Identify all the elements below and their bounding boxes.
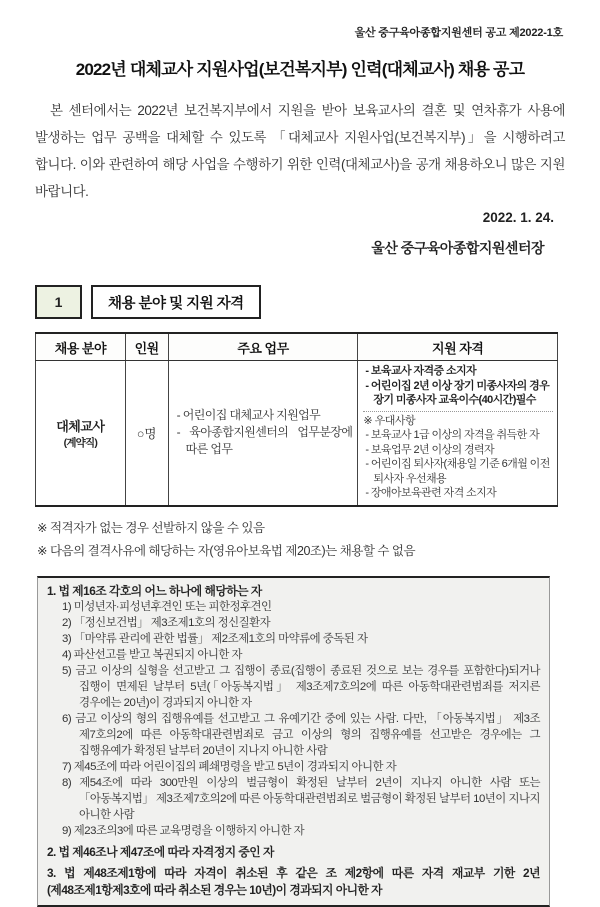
dotted-divider <box>363 411 553 412</box>
page-title: 2022년 대체교사 지원사업(보건복지부) 인력(대체교사) 채용 공고 <box>75 60 525 79</box>
preferred-item: - 보육업무 2년 이상의 경력자 <box>365 443 495 456</box>
duty-item: - 어린이집 대체교사 지원업무 <box>176 408 321 423</box>
preferred-item: - 보육교사 1급 이상의 자격을 취득한 자 <box>365 429 540 441</box>
disqualification-item-2: 2. 법 제46조나 제47조에 따라 자격정지 중인 자 <box>47 844 274 859</box>
cell-duties <box>168 361 358 506</box>
disqualification-sub-item: 7) 제45조에 따라 어린이집의 폐쇄명령을 받고 5년이 경과되지 아니한 자 <box>62 760 397 773</box>
note-line: ※ 적격자가 없는 경우 선발하지 않을 수 있음 <box>37 520 265 535</box>
intro-paragraph: 본 센터에서는 2022년 보건복지부에서 지원을 받아 보육교사의 결혼 및 연차휴가 사용에 발생하는 업무 공백을 대체할 수 있도록 「대체교사 지원사업(보건복지부)」을 시행하려고 합니다. 이와 관련하여 해당 사업을 수행하기 위한 인력(대체교사)을 공개 채용하오니 많은 지원 바랍니다. <box>35 103 565 199</box>
preferred-label: ※ 우대사항 <box>363 414 416 427</box>
disqualification-item-1: 1. 법 제16조 각호의 어느 하나에 해당하는 자 <box>47 583 262 598</box>
col-header-qualifications: 지원 자격 <box>358 333 558 361</box>
doc-number: 울산 중구육아종합지원센터 공고 제2022-1호 <box>354 27 563 39</box>
table-header-row <box>36 333 558 361</box>
col-header-field: 채용 분야 <box>36 333 126 361</box>
disqualification-sub-item: 1) 미성년자·피성년후견인 또는 피한정후견인 <box>62 600 272 613</box>
announcement-date: 2022. 1. 24. <box>482 210 554 225</box>
cell-qualifications <box>358 361 558 506</box>
disqualification-sub-item: 8) 제54조에 따라 300만원 이상의 벌금형이 확정된 날부터 2년이 지나지 아니한 사람 또는 「아동복지법」 제3조제7호의2에 따른 아동학대관련범죄로 벌금형이 확정된 날부터 10년이 지나지 아니한 사람 <box>62 776 540 821</box>
table-row <box>36 361 558 506</box>
col-header-duties: 주요 업무 <box>168 333 358 361</box>
disqualification-sub-item: 4) 파산선고를 받고 복권되지 아니한 자 <box>62 648 243 661</box>
field-name: 대체교사 <box>56 418 105 434</box>
disqualification-sub-item: 5) 금고 이상의 실형을 선고받고 그 집행이 종료(집행이 종료된 것으로 보는 경우를 포함한다)되거나 집행이 면제된 날부터 5년(「아동복지법」 제3조제7호의2에 따른 아동학대관련범죄를 저지른 경우에는 20년)이 경과되지 아니한 자 <box>62 664 540 709</box>
duty-item: - 육아종합지원센터의 업무분장에 따른 업무 <box>176 425 353 457</box>
disqualification-box <box>37 576 550 907</box>
cell-headcount: ○명 <box>125 361 168 506</box>
disqualification-item-3: 3. 법 제48조제1항에 따라 자격이 취소된 후 같은 조 제2항에 따른 자격 재교부 기한 2년(제48조제1항제3호에 따라 취소된 경우는 10년)이 경과되지 아니한 자 <box>47 865 540 897</box>
table-notes <box>35 517 565 563</box>
col-header-headcount: 인원 <box>125 333 168 361</box>
disqualification-sub-item: 3) 「마약류 관리에 관한 법률」 제2조제1호의 마약류에 중독된 자 <box>62 632 368 645</box>
disqualification-sub-item: 9) 제23조의3에 따른 교육명령을 이행하지 아니한 자 <box>62 824 305 837</box>
recruitment-table <box>35 332 558 507</box>
section-title: 채용 분야 및 지원 자격 <box>91 285 261 319</box>
required-qualification: - 보육교사 자격증 소지자 <box>365 365 477 377</box>
section-number-badge: 1 <box>35 285 82 319</box>
disqualification-sub-item: 2) 「정신보건법」 제3조제1호의 정신질환자 <box>62 616 271 629</box>
preferred-item: - 장애아보육관련 자격 소지자 <box>365 487 497 499</box>
section-1-header <box>35 285 565 319</box>
required-qualification: - 어린이집 2년 이상 장기 미종사자의 경우 장기 미종사자 교육이수(40시간)필수 <box>365 379 550 406</box>
disqualification-sub-item: 6) 금고 이상의 형의 집행유예를 선고받고 그 유예기간 중에 있는 사람. 다만, 「아동복지법」 제3조 제7호의2에 따른 아동학대관련범죄로 금고 이상의 형의 집행유예를 선고받은 경우에는 그 집행유예가 확정된 날부터 20년이 지나지 아니한 사람 <box>62 712 540 757</box>
cell-field <box>36 361 126 506</box>
field-contract-type: (계약직) <box>63 436 98 449</box>
preferred-item: - 어린이집 퇴사자(채용일 기준 6개월 이전 퇴사자 우선채용 <box>365 458 550 485</box>
note-line: ※ 다음의 결격사유에 해당하는 자(영유아보육법 제20조)는 채용할 수 없음 <box>37 543 416 558</box>
signer: 울산 중구육아종합지원센터장 <box>371 240 544 256</box>
